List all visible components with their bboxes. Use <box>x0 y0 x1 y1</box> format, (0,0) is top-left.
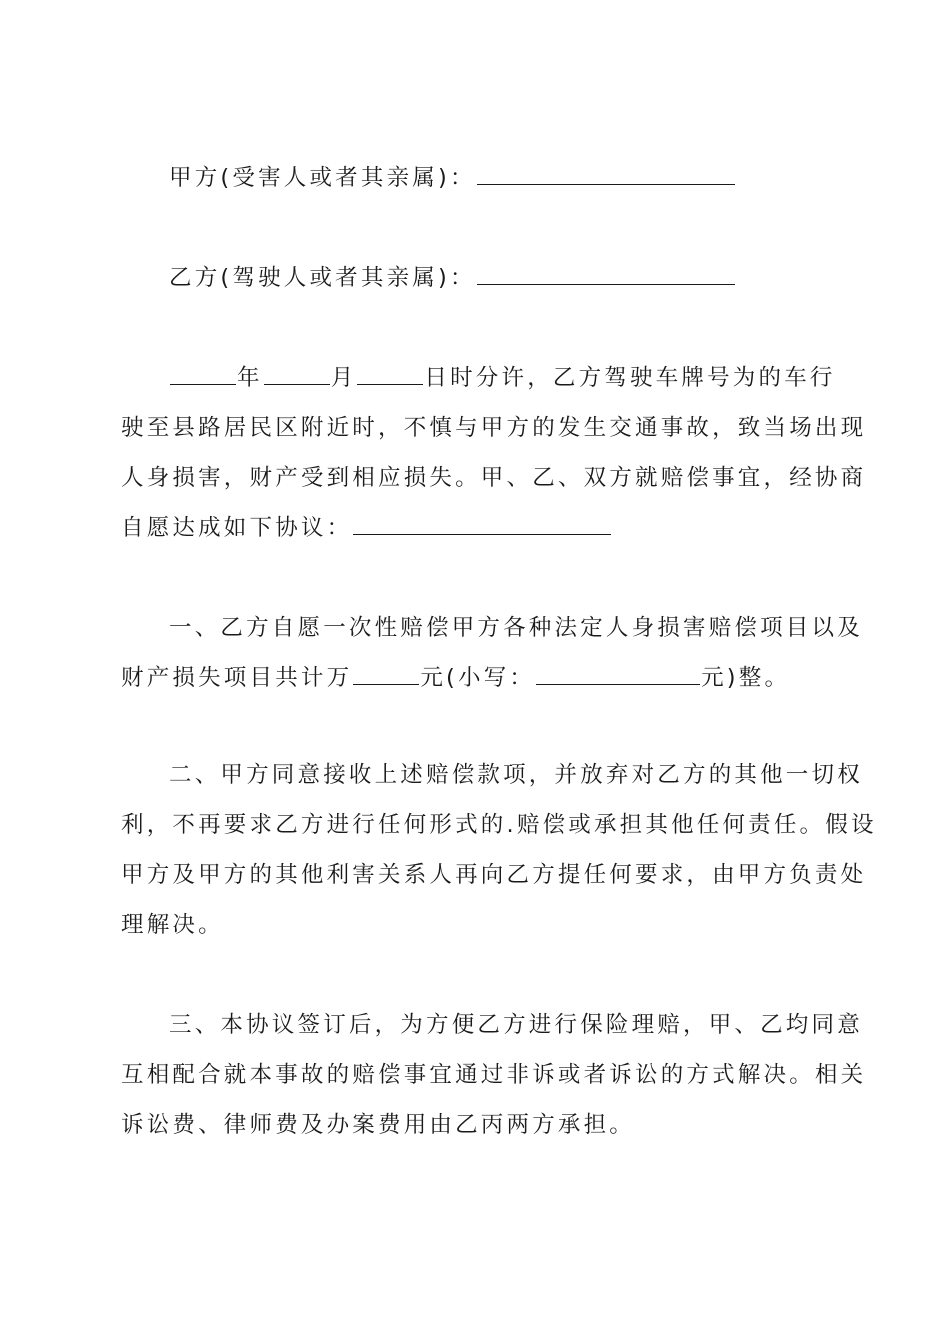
party-b-line <box>169 253 889 303</box>
year-label: 年 <box>237 365 263 391</box>
clause-3-line-1: 三、本协议签订后，为方便乙方进行保险理赔，甲、乙均同意 <box>169 1012 863 1038</box>
intro-line-1-text: 日时分许，乙方驾驶车牌号为的车行 <box>424 365 836 391</box>
party-a-label: 甲方(受害人或者其亲属)： <box>169 165 476 191</box>
intro-line-1 <box>169 353 889 403</box>
party-b-label: 乙方(驾驶人或者其亲属)： <box>169 265 476 291</box>
clause-2-line-1: 二、甲方同意接收上述赔偿款项，并放弃对乙方的其他一切权 <box>169 762 863 788</box>
clause-2-line-3: 甲方及甲方的其他利害关系人再向乙方提任何要求，由甲方负责处 <box>121 862 867 888</box>
intro-line-3: 人身损害，财产受到相应损失。甲、乙、双方就赔偿事宜，经协商 <box>121 465 867 491</box>
amount-figures-blank[interactable] <box>536 662 700 685</box>
clause-2-line-4: 理解决。 <box>121 912 224 938</box>
month-label: 月 <box>330 365 357 391</box>
day-blank[interactable] <box>357 362 423 385</box>
clause-1-line-1: 一、乙方自愿一次性赔偿甲方各种法定人身损害赔偿项目以及 <box>169 615 863 641</box>
clause-2-line-2: 利，不再要求乙方进行任何形式的.赔偿或承担其他任何责任。假设 <box>121 812 877 838</box>
party-a-blank[interactable] <box>477 162 735 185</box>
clause-1-line-2 <box>121 653 841 703</box>
year-blank[interactable] <box>170 362 236 385</box>
intro-line-4 <box>121 503 841 553</box>
amount-words-blank[interactable] <box>353 662 419 685</box>
month-blank[interactable] <box>264 362 330 385</box>
clause-1-text-b: 元(小写： <box>420 665 536 691</box>
clause-1-text-c: 元)整。 <box>701 665 791 691</box>
agreement-blank[interactable] <box>353 512 611 535</box>
intro-line-2: 驶至县路居民区附近时，不慎与甲方的发生交通事故，致当场出现 <box>121 415 867 441</box>
clause-3-line-2: 互相配合就本事故的赔偿事宜通过非诉或者诉讼的方式解决。相关 <box>121 1062 867 1088</box>
party-a-line <box>169 153 889 203</box>
party-b-blank[interactable] <box>477 262 735 285</box>
clause-1-text-a: 财产损失项目共计万 <box>121 665 353 691</box>
clause-3-line-3: 诉讼费、律师费及办案费用由乙丙两方承担。 <box>121 1112 636 1138</box>
intro-line-4-text: 自愿达成如下协议： <box>121 515 353 541</box>
